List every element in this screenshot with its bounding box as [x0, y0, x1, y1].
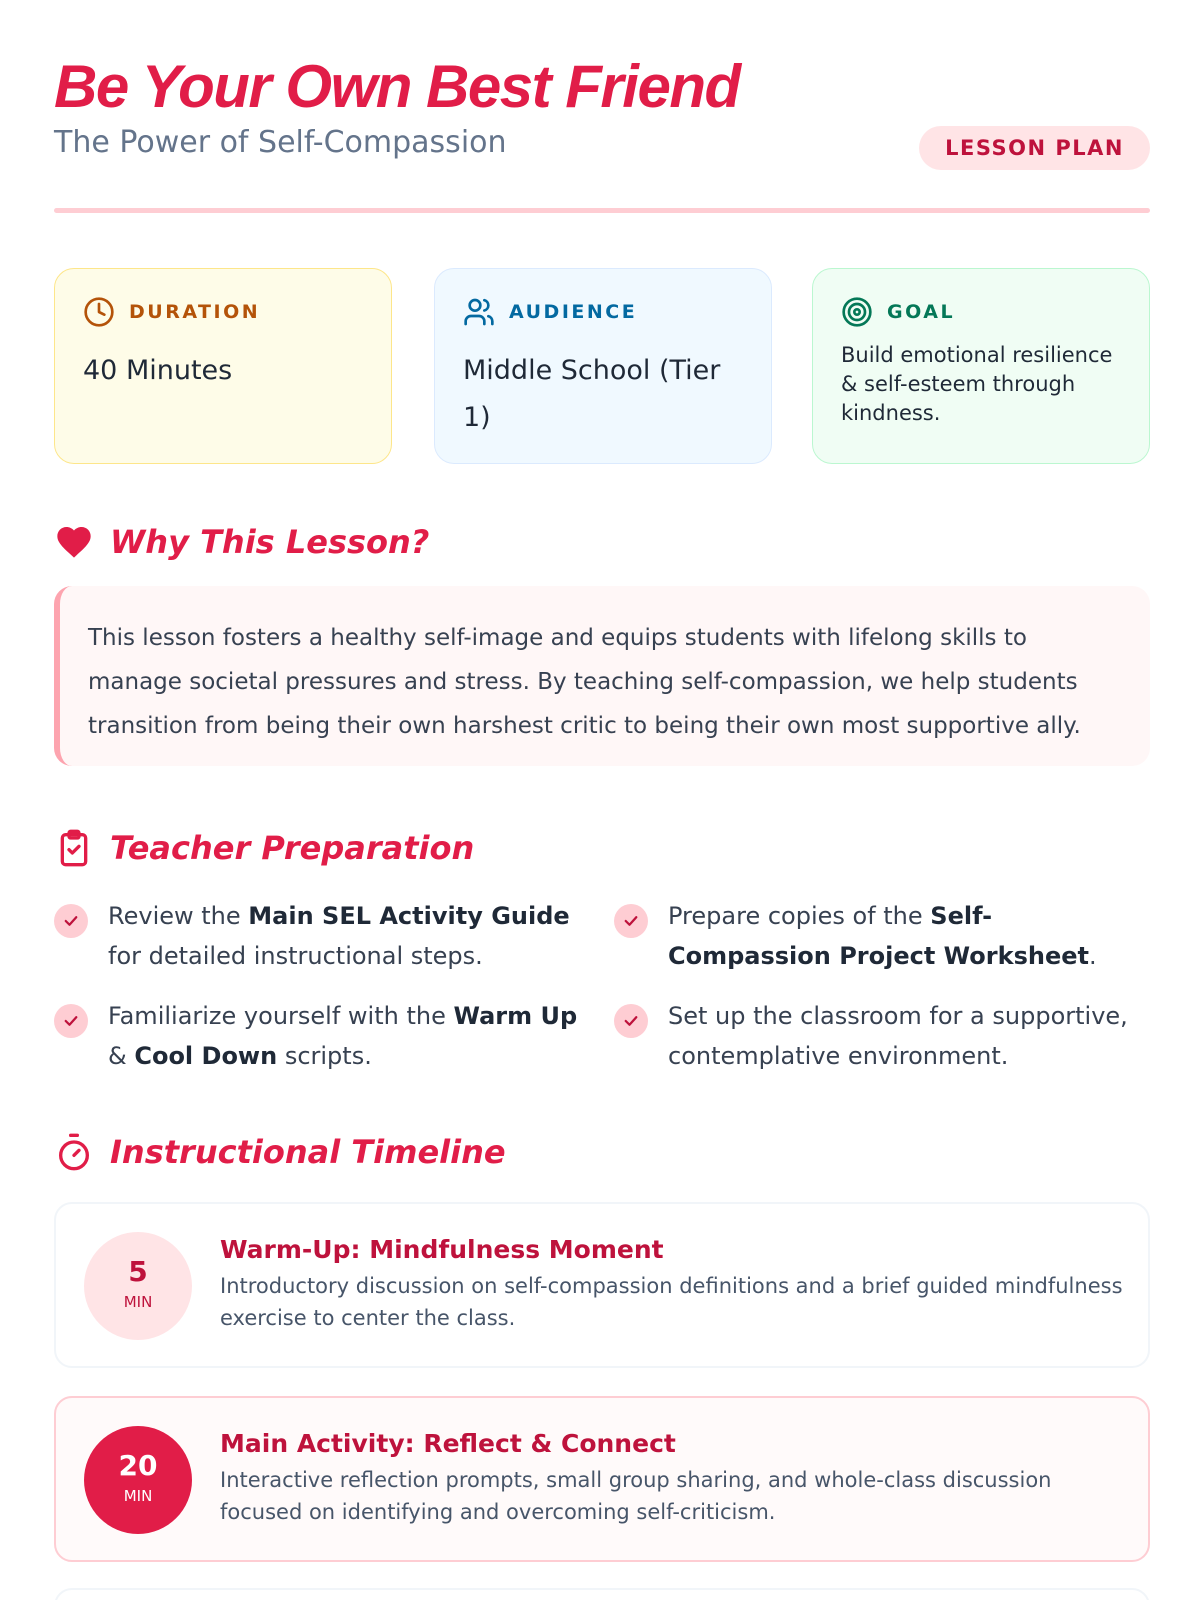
duration-value: 40 Minutes: [83, 355, 233, 386]
goal-value: Build emotional resilience & self-esteem through kindness.: [841, 343, 1113, 425]
step-minutes: 5: [128, 1255, 148, 1288]
clock-icon: [83, 296, 115, 328]
prep-item: [614, 996, 1144, 1076]
check-icon: [614, 904, 648, 938]
goal-card: [812, 268, 1150, 464]
why-section-heading: [54, 520, 429, 564]
prep-section-heading: [54, 826, 474, 870]
page-subtitle: The Power of Self-Compassion: [54, 125, 507, 160]
prep-item-text: Set up the classroom for a supportive, contemplative environment.: [668, 1002, 1128, 1070]
target-icon: [841, 296, 873, 328]
prep-section-title: Teacher Preparation: [110, 829, 475, 867]
check-icon: [54, 1004, 88, 1038]
prep-item-text: Review the Main SEL Activity Guide for detailed instructional steps.: [108, 902, 570, 970]
prep-item-text: Prepare copies of the Self-Compassion Project Worksheet.: [668, 902, 1097, 970]
step-title: Main Activity: Reflect & Connect: [220, 1429, 676, 1458]
info-cards: [54, 268, 1150, 464]
step-minutes: 20: [118, 1449, 158, 1482]
heart-icon: [54, 522, 94, 562]
lesson-plan-badge: LESSON PLAN: [919, 126, 1150, 170]
duration-card: [54, 268, 392, 464]
check-icon: [614, 1004, 648, 1038]
prep-item: [54, 896, 584, 976]
stopwatch-icon: [54, 1132, 94, 1172]
duration-badge: [84, 1232, 192, 1340]
page-title: Be Your Own Best Friend: [54, 53, 740, 120]
timeline-section-title: Instructional Timeline: [110, 1133, 506, 1171]
lesson-header: [54, 52, 1150, 212]
goal-label: GOAL: [887, 301, 956, 323]
timeline-section-heading: [54, 1130, 506, 1174]
timeline-step-warmup: [54, 1202, 1150, 1368]
step-title: Warm-Up: Mindfulness Moment: [220, 1235, 664, 1264]
header-divider: [54, 208, 1150, 213]
why-section-title: Why This Lesson?: [110, 523, 430, 561]
users-icon: [463, 296, 495, 328]
step-description: Interactive reflection prompts, small group sharing, and whole-class discussion focused on identifying and overcoming self-criticism.: [220, 1468, 1052, 1524]
step-unit: MIN: [123, 1487, 153, 1505]
audience-card: [434, 268, 772, 464]
audience-label: AUDIENCE: [509, 301, 638, 323]
why-text: This lesson fosters a healthy self-image and equips students with lifelong skills to manage societal pressures and stress. By teaching self-compassion, we help students transition from being their own harshest critic to being their own most supportive ally.: [88, 625, 1081, 739]
audience-value: Middle School (Tier 1): [463, 355, 721, 433]
step-description: Introductory discussion on self-compassion definitions and a brief guided mindfulness exercise to center the class.: [220, 1274, 1123, 1330]
prep-item: [54, 996, 584, 1076]
check-icon: [54, 904, 88, 938]
clipboard-check-icon: [54, 828, 94, 868]
timeline-step-next: [54, 1588, 1150, 1600]
prep-item-text: Familiarize yourself with the Warm Up & Cool Down scripts.: [108, 1002, 578, 1070]
step-unit: MIN: [123, 1293, 153, 1311]
duration-label: DURATION: [129, 301, 261, 323]
duration-badge: [84, 1426, 192, 1534]
why-callout: [54, 586, 1150, 766]
timeline-step-main-activity: [54, 1396, 1150, 1562]
prep-item: [614, 896, 1144, 976]
